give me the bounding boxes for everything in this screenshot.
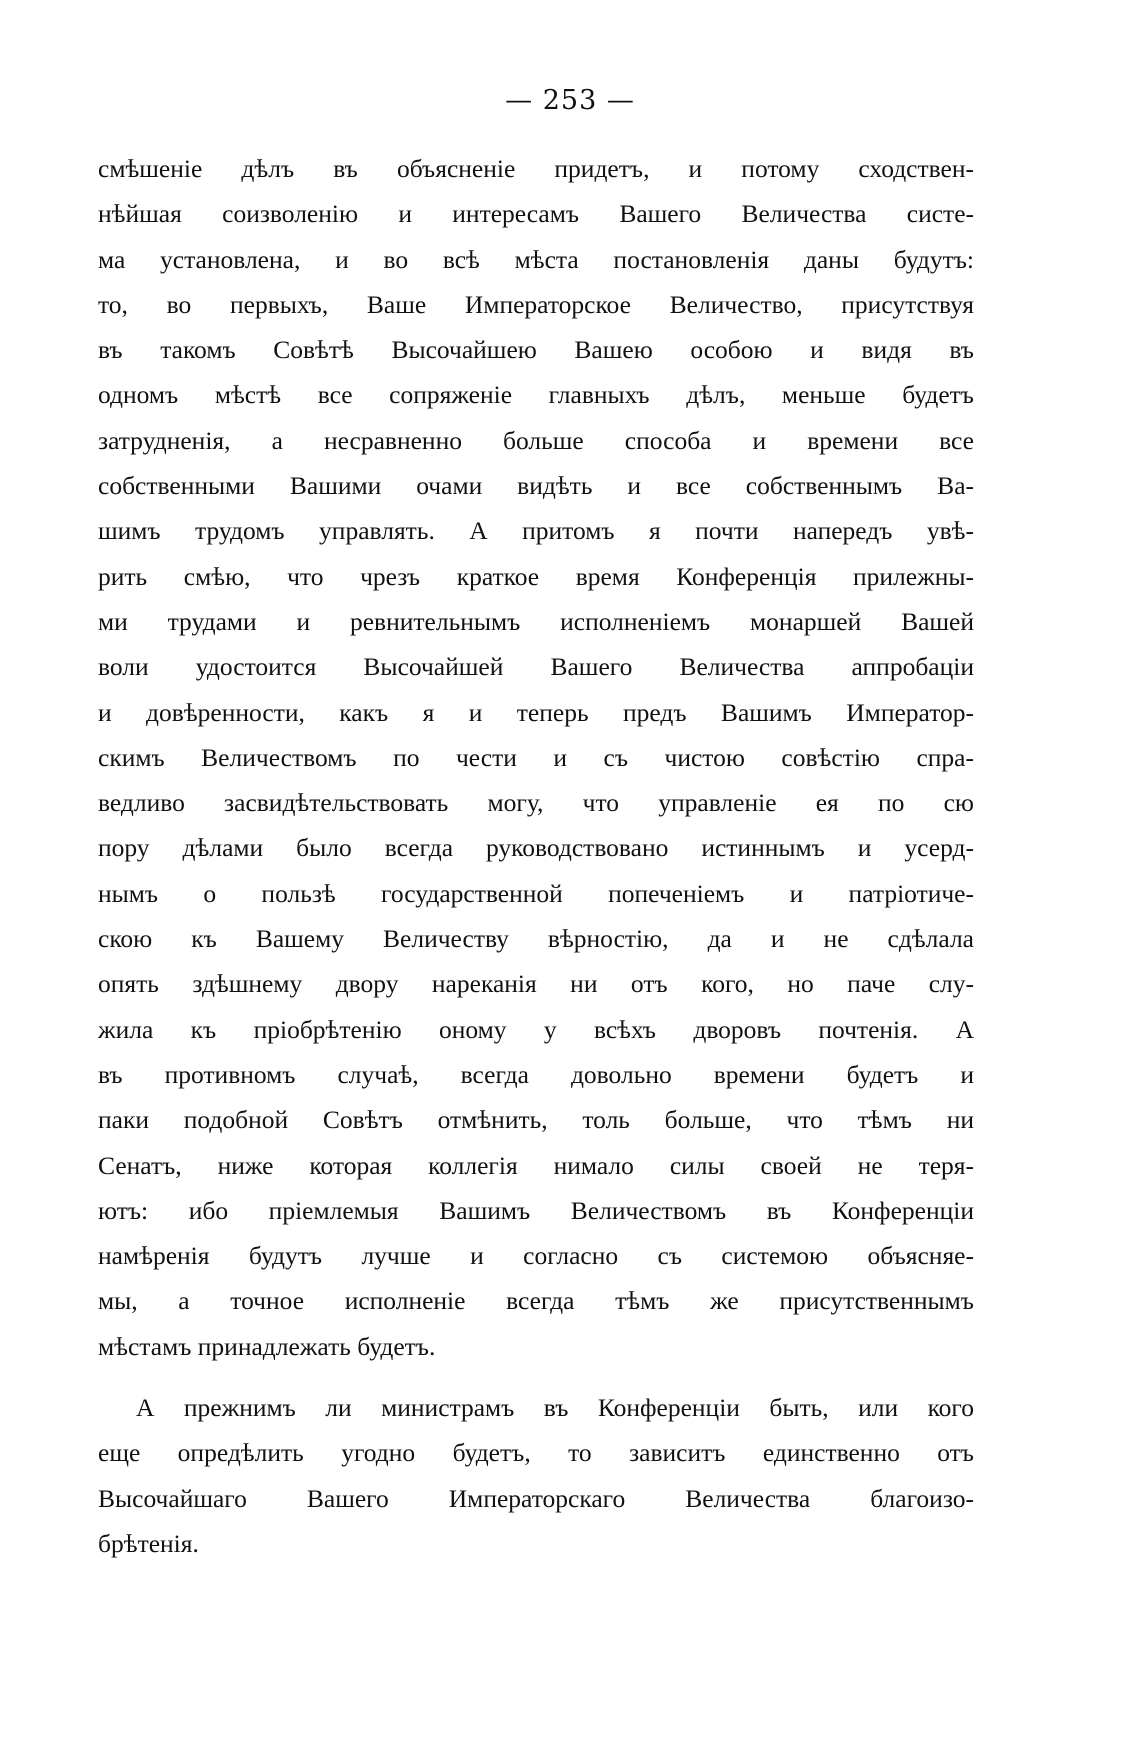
text-line: ма установлена, и во всѣ мѣста постановленія даны будутъ:	[98, 244, 974, 274]
text-line: смѣшеніе дѣлъ въ объясненіе придетъ, и потому сходствен-	[98, 154, 974, 183]
text-line: Сенатъ, ниже которая коллегія нимало силы своей не теря-	[98, 1150, 974, 1180]
text-line: то, во первыхъ, Ваше Императорское Величество, присутствуя	[98, 289, 974, 319]
text-line: нѣйшая соизволенію и интересамъ Вашего Величества систе-	[98, 199, 974, 229]
text-line: мы, а точное исполненіе всегда тѣмъ же присутственнымъ	[98, 1286, 974, 1316]
text-line: ведливо засвидѣтельствовать могу, что управленіе ея по сю	[98, 788, 974, 818]
text-line: одномъ мѣстѣ все сопряженіе главныхъ дѣлъ, меньше будетъ	[98, 380, 974, 410]
paragraph-1	[98, 146, 974, 1369]
text-line: затрудненія, а несравненно больше способа и времени все	[98, 425, 974, 455]
text-line: въ противномъ случаѣ, всегда довольно времени будетъ и	[98, 1059, 974, 1089]
text-line: ютъ: ибо пріемлемыя Вашимъ Величествомъ въ Конференціи	[98, 1195, 974, 1225]
text-line: воли удостоится Высочайшей Вашего Величества аппробаціи	[98, 652, 974, 682]
page-number: — 253 —	[505, 85, 635, 116]
text-line: нымъ о пользѣ государственной попеченіемъ и патріотиче-	[98, 878, 974, 908]
text-line: Высочайшаго Вашего Императорскаго Величества благоизо-	[98, 1483, 974, 1513]
text-line: и довѣренности, какъ я и теперь предъ Вашимъ Император-	[98, 697, 974, 727]
text-line: намѣренія будутъ лучше и согласно съ системою объясняе-	[98, 1241, 974, 1271]
text-line: жила къ пріобрѣтенію оному у всѣхъ дворовъ почтенія. А	[98, 1014, 974, 1044]
text-line: рить смѣю, что чрезъ краткое время Конференція прилежны-	[98, 561, 974, 591]
body-text	[98, 146, 974, 1566]
text-line: собственными Вашими очами видѣть и все собственнымъ Ва-	[98, 471, 974, 501]
text-line: паки подобной Совѣтъ отмѣнить, толь больше, что тѣмъ ни	[98, 1105, 974, 1135]
text-line: пору дѣлами было всегда руководствовано истиннымъ и усерд-	[98, 833, 974, 863]
text-line: еще опредѣлить угодно будетъ, то зависитъ единственно отъ	[98, 1438, 974, 1468]
text-line: брѣтенія.	[98, 1528, 199, 1558]
text-line: скимъ Величествомъ по чести и съ чистою совѣстію спра-	[98, 742, 974, 772]
paragraph-spacer	[98, 1369, 974, 1385]
text-line: въ такомъ Совѣтѣ Высочайшею Вашею особою и видя въ	[98, 335, 974, 365]
text-line: опять здѣшнему двору нареканія ни отъ кого, но паче слу-	[98, 969, 974, 999]
text-line: скою къ Вашему Величеству вѣрностію, да и не сдѣлала	[98, 924, 974, 954]
text-line: шимъ трудомъ управлять. А притомъ я почти напередъ увѣ-	[98, 516, 974, 546]
text-line: мѣстамъ принадлежать будетъ.	[98, 1331, 436, 1361]
paragraph-2	[98, 1385, 974, 1566]
text-line: ми трудами и ревнительнымъ исполненіемъ монаршей Вашей	[98, 606, 974, 636]
text-line: А прежнимъ ли министрамъ въ Конференціи быть, или кого	[136, 1393, 974, 1423]
